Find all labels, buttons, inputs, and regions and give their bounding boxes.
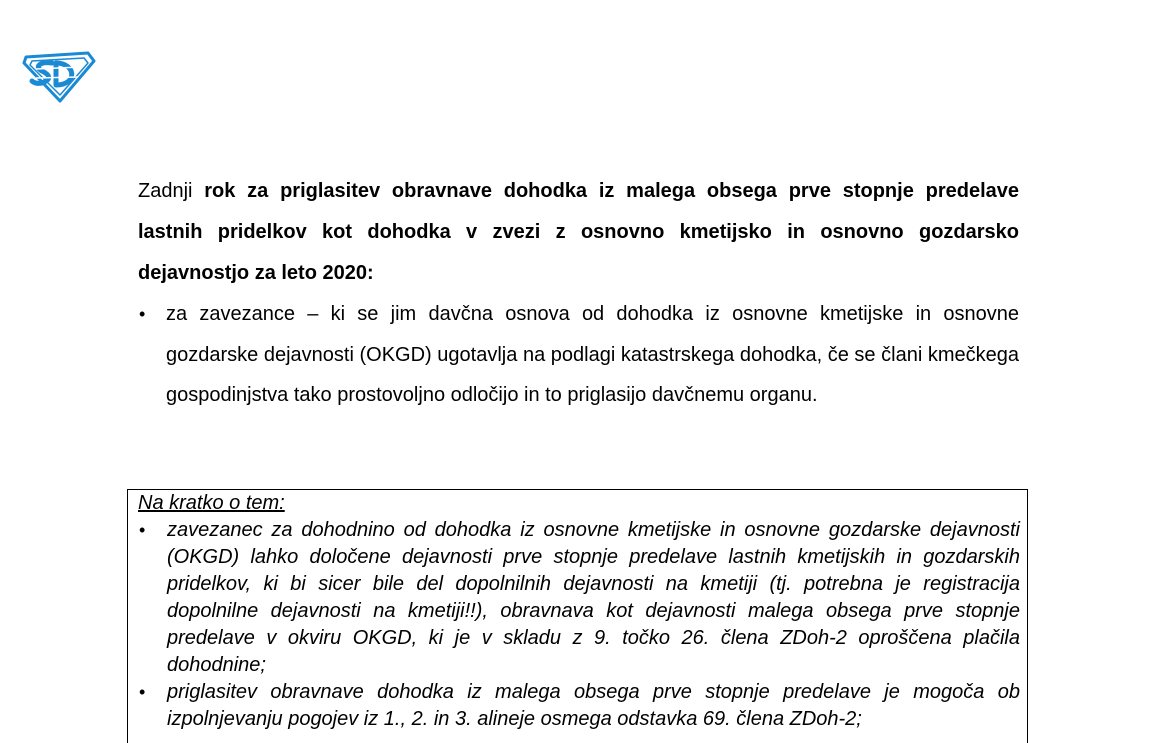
summary-box (127, 489, 1028, 743)
bullet-icon: • (139, 304, 146, 324)
main-bullet-list (138, 294, 1019, 416)
list-item (138, 294, 1019, 416)
bullet-icon: • (139, 520, 146, 540)
bullet-icon: • (139, 682, 146, 702)
list-item (138, 517, 1020, 679)
summary-item-text: zavezanec za dohodnino od dohodka iz osnovne kmetijske in osnovne gozdarske dejavnosti (OKGD) lahko določene dejavnosti prve stopnje predelave lastnih kmetijskih in gozdarskih pridelkov, ki bi sicer bile del dopolnilnih dejavnosti na kmetiji (tj. potrebna je registracija dopolnilne dejavnosti na kmetiji!!), obravnava kot dejavnosti malega obsega prve stopnje predelave v okviru OKGD, ki je v skladu z 9. točko 26. člena ZDoh-2 oproščena plačila dohodnine; (167, 519, 1020, 676)
intro-lead: Zadnji (138, 180, 205, 202)
bullet-text: za zavezance – ki se jim davčna osnova od dohodka iz osnovne kmetijske in osnovne gozdarske dejavnosti (OKGD) ugotavlja na podlagi katastrskega dohodka, če se člani kmečkega gospodinjstva tako prostovoljno odločijo in to priglasijo davčnemu organu. (166, 303, 1019, 406)
intro-colon: : (366, 262, 374, 284)
company-logo (22, 49, 96, 103)
summary-box-title: Na kratko o tem: (138, 492, 285, 514)
summary-item-text: priglasitev obravnave dohodka iz malega obsega prve stopnje predelave je mogoča ob izpolnjevanju pogojev iz 1., 2. in 3. alineje osmega odstavka 69. člena ZDoh-2; (167, 681, 1020, 730)
summary-box-list (138, 517, 1020, 733)
intro-paragraph (138, 171, 1019, 294)
intro-bold-deadline: rok za priglasitev obravnave dohodka iz malega obsega prve stopnje predelave lastnih pridelkov kot dohodka v zvezi z osnovno kmetijsko in osnovno gozdarsko dejavnostjo za leto 2020 (138, 180, 1020, 284)
list-item (138, 679, 1020, 733)
